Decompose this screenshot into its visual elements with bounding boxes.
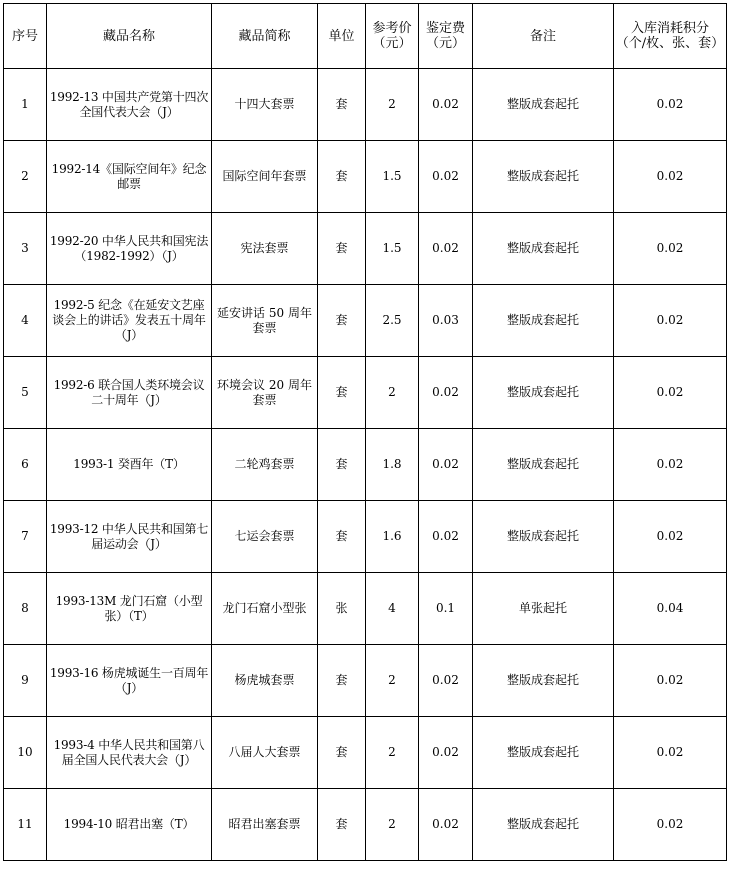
- table-row: [4, 141, 727, 213]
- header-short: 藏品简称: [212, 4, 318, 69]
- cell-points: 0.02: [614, 789, 727, 861]
- cell-name: 1992-6 联合国人类环境会议二十周年（J）: [47, 357, 212, 429]
- cell-fee: 0.02: [419, 69, 473, 141]
- cell-no: 9: [4, 645, 47, 717]
- cell-short-name: 杨虎城套票: [212, 645, 318, 717]
- cell-unit: 套: [318, 429, 366, 501]
- cell-fee: 0.02: [419, 213, 473, 285]
- cell-note: 整版成套起托: [473, 357, 614, 429]
- cell-no: 6: [4, 429, 47, 501]
- cell-name: 1993-4 中华人民共和国第八届全国人民代表大会（J）: [47, 717, 212, 789]
- table-row: [4, 717, 727, 789]
- cell-price: 2: [366, 357, 419, 429]
- header-name: 藏品名称: [47, 4, 212, 69]
- cell-short-name: 龙门石窟小型张: [212, 573, 318, 645]
- cell-fee: 0.02: [419, 717, 473, 789]
- cell-short-name: 十四大套票: [212, 69, 318, 141]
- table-row: [4, 69, 727, 141]
- cell-points: 0.02: [614, 717, 727, 789]
- cell-note: 整版成套起托: [473, 141, 614, 213]
- cell-short-name: 国际空间年套票: [212, 141, 318, 213]
- cell-fee: 0.02: [419, 429, 473, 501]
- cell-note: 整版成套起托: [473, 69, 614, 141]
- cell-points: 0.02: [614, 501, 727, 573]
- header-points: [614, 4, 727, 69]
- cell-points: 0.02: [614, 69, 727, 141]
- header-fee-line2: （元）: [425, 36, 465, 51]
- cell-points: 0.02: [614, 213, 727, 285]
- cell-name: 1992-13 中国共产党第十四次全国代表大会（J）: [47, 69, 212, 141]
- cell-unit: 套: [318, 141, 366, 213]
- cell-fee: 0.03: [419, 285, 473, 357]
- header-points-line1: 入库消耗积分: [630, 21, 709, 36]
- cell-unit: 套: [318, 717, 366, 789]
- cell-price: 2.5: [366, 285, 419, 357]
- cell-name: 1992-14《国际空间年》纪念邮票: [47, 141, 212, 213]
- cell-points: 0.02: [614, 141, 727, 213]
- cell-no: 8: [4, 573, 47, 645]
- cell-price: 2: [366, 789, 419, 861]
- cell-name: 1993-12 中华人民共和国第七届运动会（J）: [47, 501, 212, 573]
- header-fee: [419, 4, 473, 69]
- cell-no: 2: [4, 141, 47, 213]
- header-price-line1: 参考价: [372, 21, 412, 36]
- cell-no: 4: [4, 285, 47, 357]
- cell-price: 2: [366, 645, 419, 717]
- cell-name: 1992-5 纪念《在延安文艺座谈会上的讲话》发表五十周年（J）: [47, 285, 212, 357]
- cell-price: 2: [366, 717, 419, 789]
- table-row: [4, 285, 727, 357]
- cell-price: 4: [366, 573, 419, 645]
- table-row: [4, 213, 727, 285]
- table-row: [4, 573, 727, 645]
- table-row: [4, 357, 727, 429]
- cell-short-name: 环境会议 20 周年套票: [212, 357, 318, 429]
- cell-price: 2: [366, 69, 419, 141]
- header-price-line2: （元）: [372, 36, 412, 51]
- cell-short-name: 八届人大套票: [212, 717, 318, 789]
- cell-unit: 套: [318, 285, 366, 357]
- cell-name: 1993-13M 龙门石窟（小型张）（T）: [47, 573, 212, 645]
- table-header-row: [4, 4, 727, 69]
- cell-unit: 套: [318, 213, 366, 285]
- cell-fee: 0.02: [419, 789, 473, 861]
- cell-points: 0.02: [614, 429, 727, 501]
- cell-unit: 套: [318, 69, 366, 141]
- cell-unit: 套: [318, 645, 366, 717]
- cell-name: 1993-1 癸酉年（T）: [47, 429, 212, 501]
- cell-short-name: 宪法套票: [212, 213, 318, 285]
- cell-points: 0.02: [614, 645, 727, 717]
- cell-price: 1.5: [366, 213, 419, 285]
- cell-fee: 0.02: [419, 141, 473, 213]
- cell-no: 10: [4, 717, 47, 789]
- cell-unit: 张: [318, 573, 366, 645]
- header-points-line2: （个/枚、张、套）: [615, 36, 725, 51]
- cell-no: 7: [4, 501, 47, 573]
- cell-no: 1: [4, 69, 47, 141]
- table-row: [4, 645, 727, 717]
- cell-no: 5: [4, 357, 47, 429]
- table-row: [4, 429, 727, 501]
- cell-note: 整版成套起托: [473, 501, 614, 573]
- cell-fee: 0.02: [419, 357, 473, 429]
- cell-note: 整版成套起托: [473, 645, 614, 717]
- cell-fee: 0.02: [419, 645, 473, 717]
- cell-note: 整版成套起托: [473, 789, 614, 861]
- cell-unit: 套: [318, 789, 366, 861]
- cell-note: 单张起托: [473, 573, 614, 645]
- cell-price: 1.8: [366, 429, 419, 501]
- cell-no: 11: [4, 789, 47, 861]
- collection-table: [3, 3, 727, 861]
- cell-short-name: 昭君出塞套票: [212, 789, 318, 861]
- table-row: [4, 501, 727, 573]
- cell-points: 0.02: [614, 357, 727, 429]
- header-unit: 单位: [318, 4, 366, 69]
- header-no: 序号: [4, 4, 47, 69]
- cell-note: 整版成套起托: [473, 213, 614, 285]
- cell-name: 1994-10 昭君出塞（T）: [47, 789, 212, 861]
- cell-no: 3: [4, 213, 47, 285]
- cell-note: 整版成套起托: [473, 429, 614, 501]
- cell-name: 1993-16 杨虎城诞生一百周年（J）: [47, 645, 212, 717]
- cell-unit: 套: [318, 357, 366, 429]
- cell-short-name: 二轮鸡套票: [212, 429, 318, 501]
- header-note: 备注: [473, 4, 614, 69]
- cell-points: 0.02: [614, 285, 727, 357]
- cell-name: 1992-20 中华人民共和国宪法（1982-1992）（J）: [47, 213, 212, 285]
- cell-short-name: 七运会套票: [212, 501, 318, 573]
- cell-note: 整版成套起托: [473, 285, 614, 357]
- cell-fee: 0.1: [419, 573, 473, 645]
- header-price: [366, 4, 419, 69]
- cell-points: 0.04: [614, 573, 727, 645]
- cell-note: 整版成套起托: [473, 717, 614, 789]
- cell-unit: 套: [318, 501, 366, 573]
- header-fee-line1: 鉴定费: [425, 21, 465, 36]
- cell-price: 1.5: [366, 141, 419, 213]
- cell-price: 1.6: [366, 501, 419, 573]
- cell-short-name: 延安讲话 50 周年套票: [212, 285, 318, 357]
- cell-fee: 0.02: [419, 501, 473, 573]
- table-row: [4, 789, 727, 861]
